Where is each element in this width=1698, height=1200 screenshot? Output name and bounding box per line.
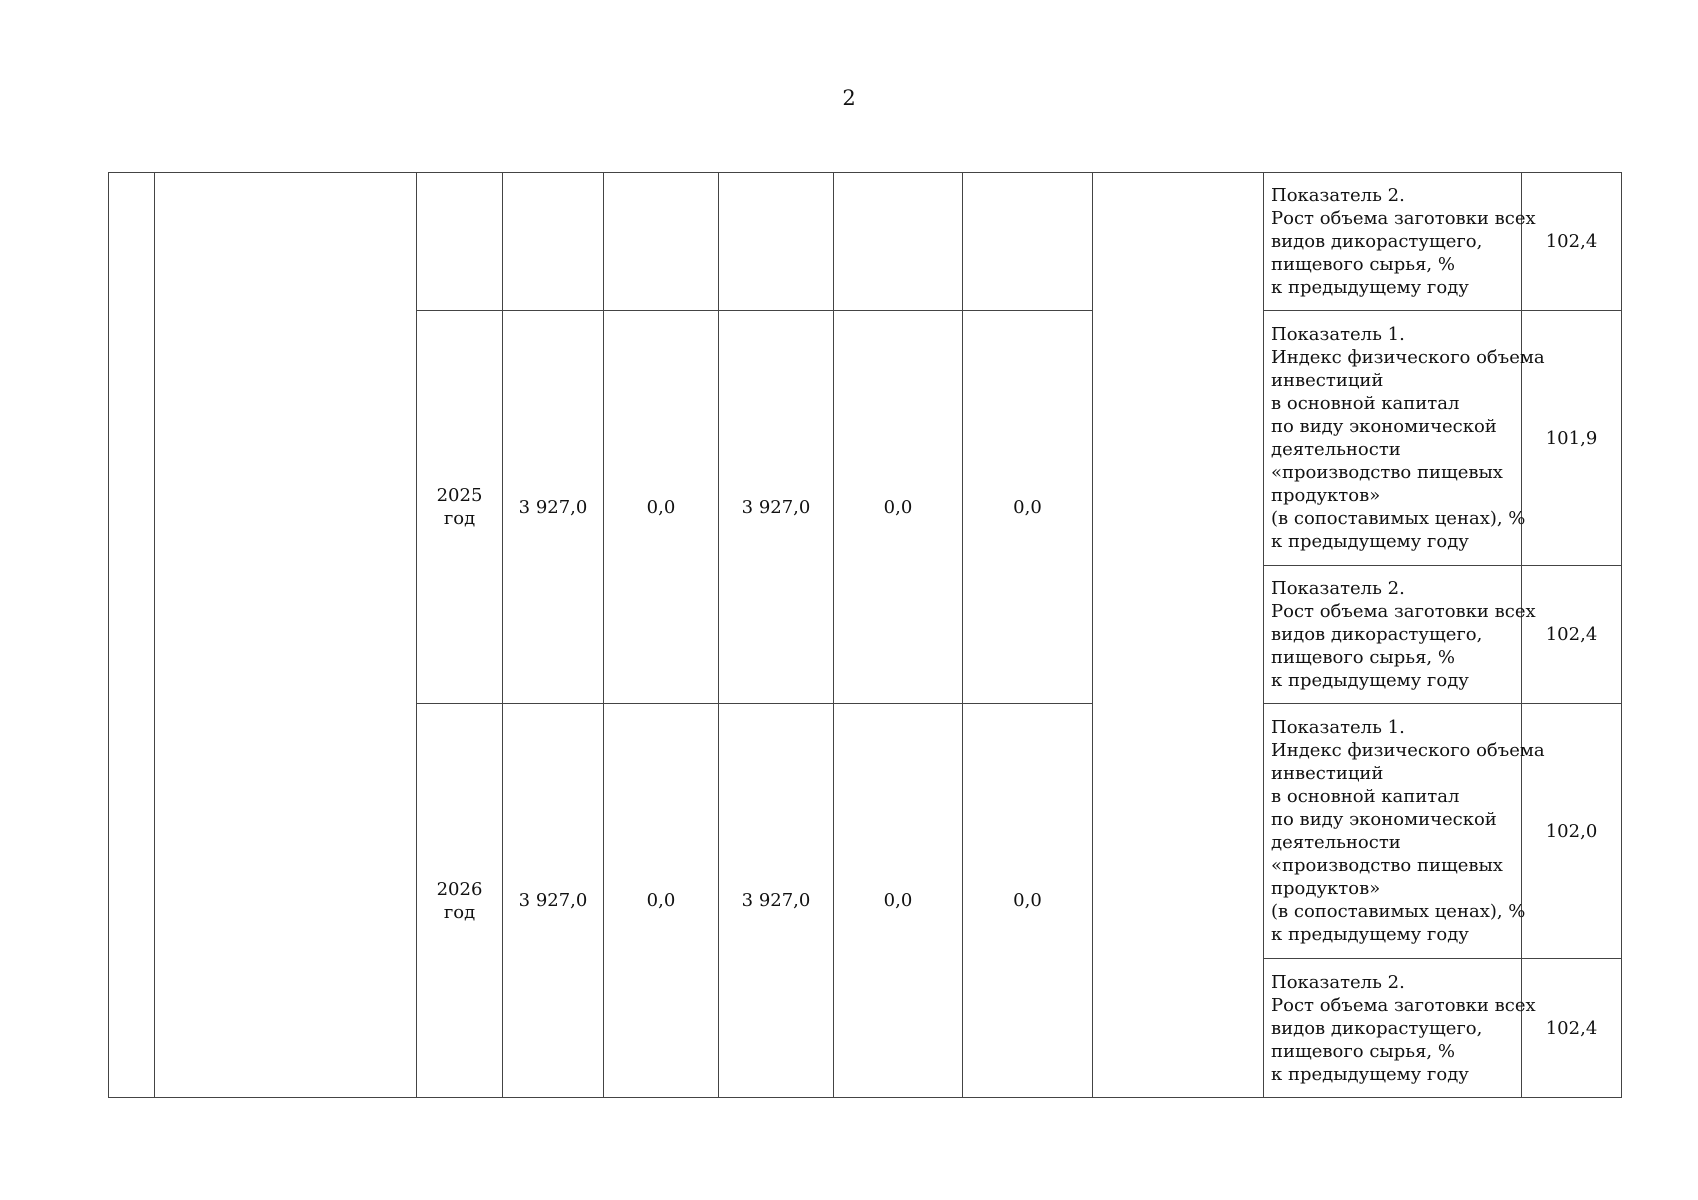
indicator-line: деятельности (1271, 439, 1401, 460)
indicator-line: пищевого сырья, % (1271, 647, 1455, 668)
indicator-value-cell: 102,0 (1522, 704, 1622, 959)
indicator-line: видов дикорастущего, (1271, 1017, 1483, 1039)
indicator-line: по виду экономической (1271, 416, 1497, 437)
total-cell (503, 173, 604, 311)
indicator-value-cell: 102,4 (1522, 959, 1622, 1098)
event-name-cell (155, 173, 417, 1098)
indicator-cell (1264, 311, 1545, 566)
regional-budget-cell: 3 927,0 (719, 704, 834, 1098)
indicator-line: видов дикорастущего, (1271, 624, 1483, 645)
indicator-line: (в сопоставимых ценах), % (1271, 901, 1526, 922)
indicator-line: Рост объема заготовки всех (1271, 208, 1536, 229)
indicator-line: пищевого сырья, % (1271, 254, 1455, 275)
indicator-cell (1264, 704, 1545, 959)
indicator-line: к предыдущему году (1271, 531, 1469, 552)
indicator-line: Показатель 2. (1271, 185, 1405, 206)
indicator-line: к предыдущему году (1271, 277, 1469, 298)
indicator-line: инвестиций (1271, 370, 1384, 391)
year-cell (417, 173, 503, 311)
regional-budget-cell: 3 927,0 (719, 311, 834, 704)
indicator-value-cell: 101,9 (1522, 311, 1622, 566)
indicator-line: Рост объема заготовки всех (1271, 601, 1536, 622)
indicator-line: (в сопоставимых ценах), % (1271, 508, 1526, 529)
total-cell: 3 927,0 (503, 704, 604, 1098)
indicator-line: Рост объема заготовки всех (1271, 994, 1536, 1016)
year-unit: год (443, 508, 476, 529)
other-sources-cell: 0,0 (963, 311, 1093, 704)
local-budget-cell: 0,0 (834, 311, 963, 704)
table-row (109, 173, 1622, 311)
indicator-line: в основной капитал (1271, 786, 1460, 807)
local-budget-cell: 0,0 (834, 704, 963, 1098)
page-number: 2 (842, 86, 856, 110)
indicator-line: к предыдущему году (1271, 1063, 1469, 1085)
year-value: 2025 (436, 485, 483, 506)
indicator-line: к предыдущему году (1271, 670, 1469, 691)
federal-budget-cell: 0,0 (604, 704, 719, 1098)
year-cell (417, 311, 503, 704)
indicator-line: продуктов» (1271, 485, 1381, 506)
other-sources-cell (963, 173, 1093, 311)
federal-budget-cell: 0,0 (604, 311, 719, 704)
indicator-line: Индекс физического объема (1271, 347, 1545, 368)
indicator-line: «производство пищевых (1271, 855, 1503, 876)
program-table (108, 172, 1622, 1098)
indicator-line: видов дикорастущего, (1271, 231, 1483, 252)
local-budget-cell (834, 173, 963, 311)
year-unit: год (443, 901, 476, 923)
indicator-line: Показатель 1. (1271, 717, 1405, 738)
federal-budget-cell (604, 173, 719, 311)
regional-budget-cell (719, 173, 834, 311)
indicator-line: «производство пищевых (1271, 462, 1503, 483)
year-value: 2026 (436, 878, 483, 900)
indicator-value-cell: 102,4 (1522, 173, 1622, 311)
indicator-line: в основной капитал (1271, 393, 1460, 414)
indicator-line: Показатель 2. (1271, 578, 1405, 599)
indicator-line: по виду экономической (1271, 809, 1497, 830)
indicator-cell (1264, 959, 1536, 1098)
indicator-line: деятельности (1271, 832, 1401, 853)
indicator-cell (1264, 566, 1536, 704)
indicator-line: к предыдущему году (1271, 924, 1469, 945)
indicator-line: пищевого сырья, % (1271, 1040, 1455, 1062)
indicator-cell (1264, 173, 1536, 311)
row-number-cell (109, 173, 155, 1098)
total-cell: 3 927,0 (503, 311, 604, 704)
executor-cell (1093, 173, 1264, 1098)
other-sources-cell: 0,0 (963, 704, 1093, 1098)
indicator-line: Показатель 2. (1271, 971, 1405, 993)
year-cell (417, 704, 503, 1098)
indicator-line: продуктов» (1271, 878, 1381, 899)
indicator-line: Показатель 1. (1271, 324, 1405, 345)
indicator-line: Индекс физического объема (1271, 740, 1545, 761)
indicator-line: инвестиций (1271, 763, 1384, 784)
indicator-value-cell: 102,4 (1522, 566, 1622, 704)
